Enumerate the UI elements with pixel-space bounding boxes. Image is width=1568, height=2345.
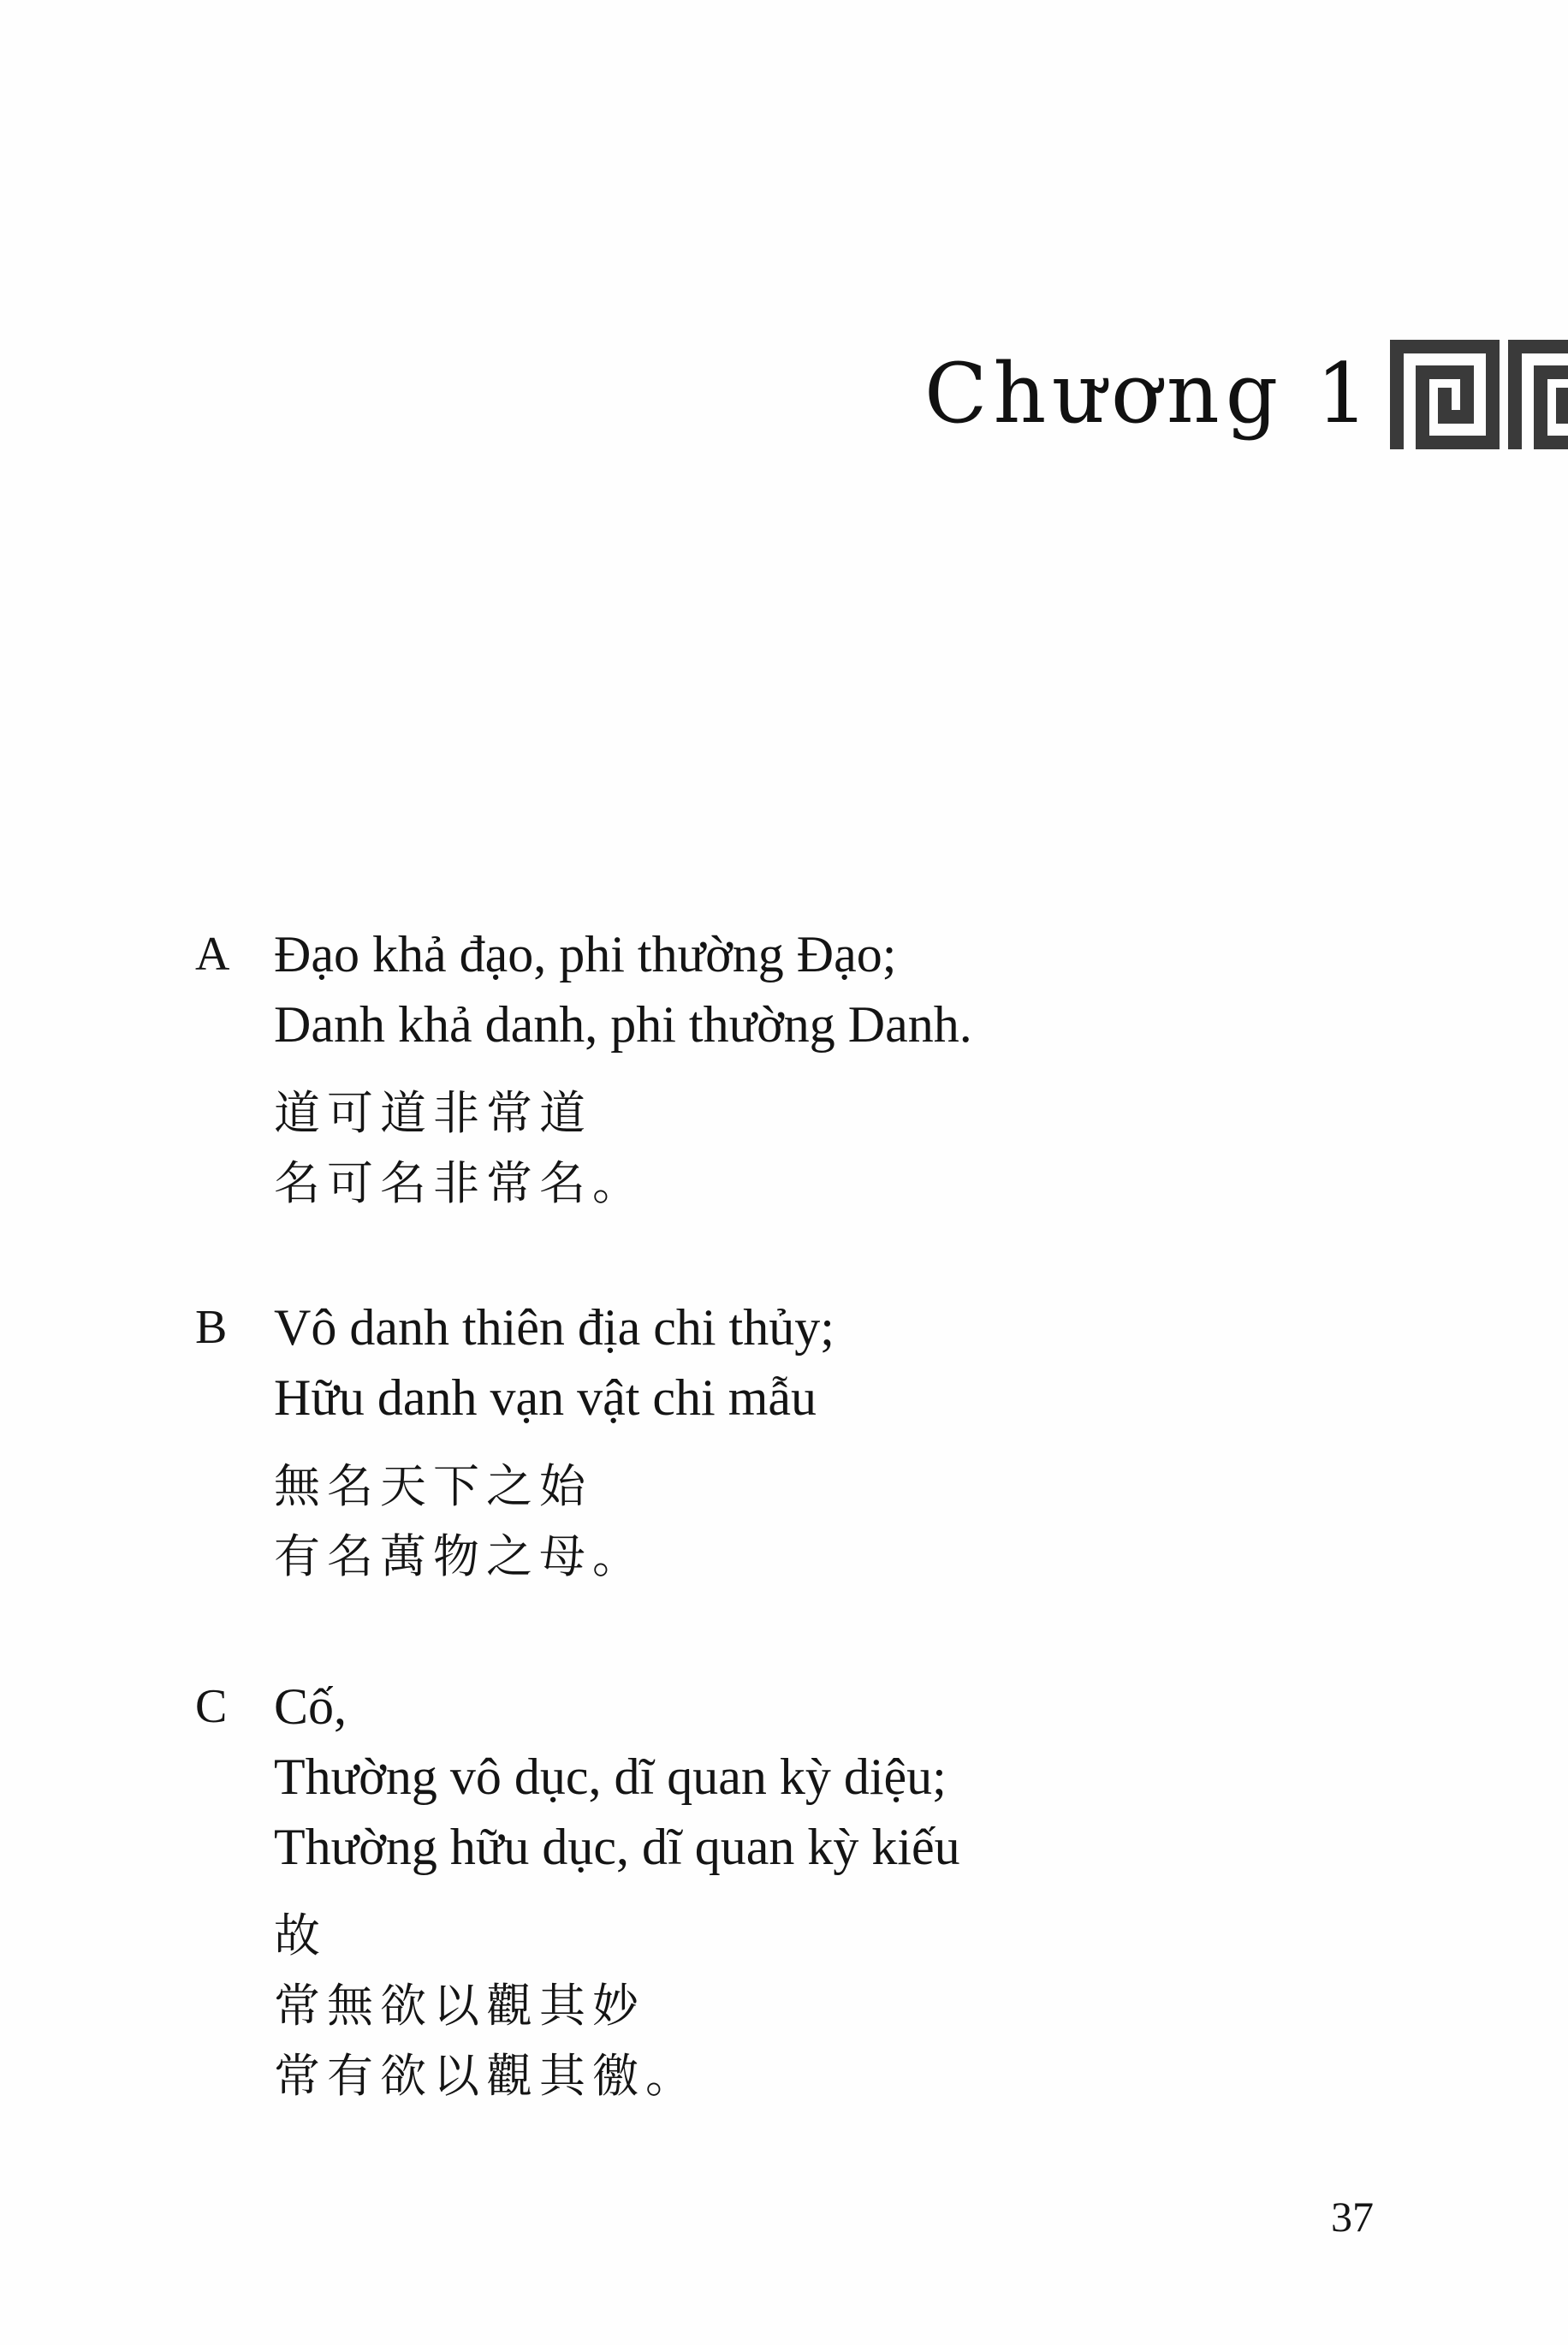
chapter-header [924,329,1568,458]
vietnamese-line: Cố, [274,1678,347,1735]
chinese-line: 常有欲以觀其徼。 [274,2049,698,2103]
page-number: 37 [1331,2193,1374,2241]
chinese-line: 道可道非常道 [274,1086,592,1140]
chapter-title: Chương 1 [924,346,1375,442]
section-letter: C [195,1680,228,1733]
chinese-block [274,1901,960,2111]
chinese-line: 常無欲以觀其妙 [274,1979,645,2033]
vietnamese-line: Đạo khả đạo, phi thường Đạo; [274,926,897,983]
chinese-block [274,1078,972,1219]
vietnamese-line: Thường hữu dục, dĩ quan kỳ kiếu [274,1819,960,1875]
chinese-line: 故 [274,1909,327,1962]
vietnamese-line: Hữu danh vạn vật chi mẫu [274,1369,817,1426]
chinese-line: 名可名非常名。 [274,1156,645,1210]
vietnamese-line: Thường vô dục, dĩ quan kỳ diệu; [274,1748,947,1805]
verse-block [274,1671,960,2111]
greek-key-ornament-icon [1388,338,1568,449]
vietnamese-line: Danh khả danh, phi thường Danh. [274,996,972,1053]
verse-block [274,919,972,1219]
chinese-block [274,1452,834,1592]
verse-block [274,1292,834,1592]
section-letter: B [195,1301,228,1354]
chinese-line: 無名天下之始 [274,1459,592,1513]
chinese-line: 有名萬物之母。 [274,1529,645,1583]
vietnamese-line: Vô danh thiên địa chi thủy; [274,1299,834,1356]
section-letter: A [195,928,230,981]
